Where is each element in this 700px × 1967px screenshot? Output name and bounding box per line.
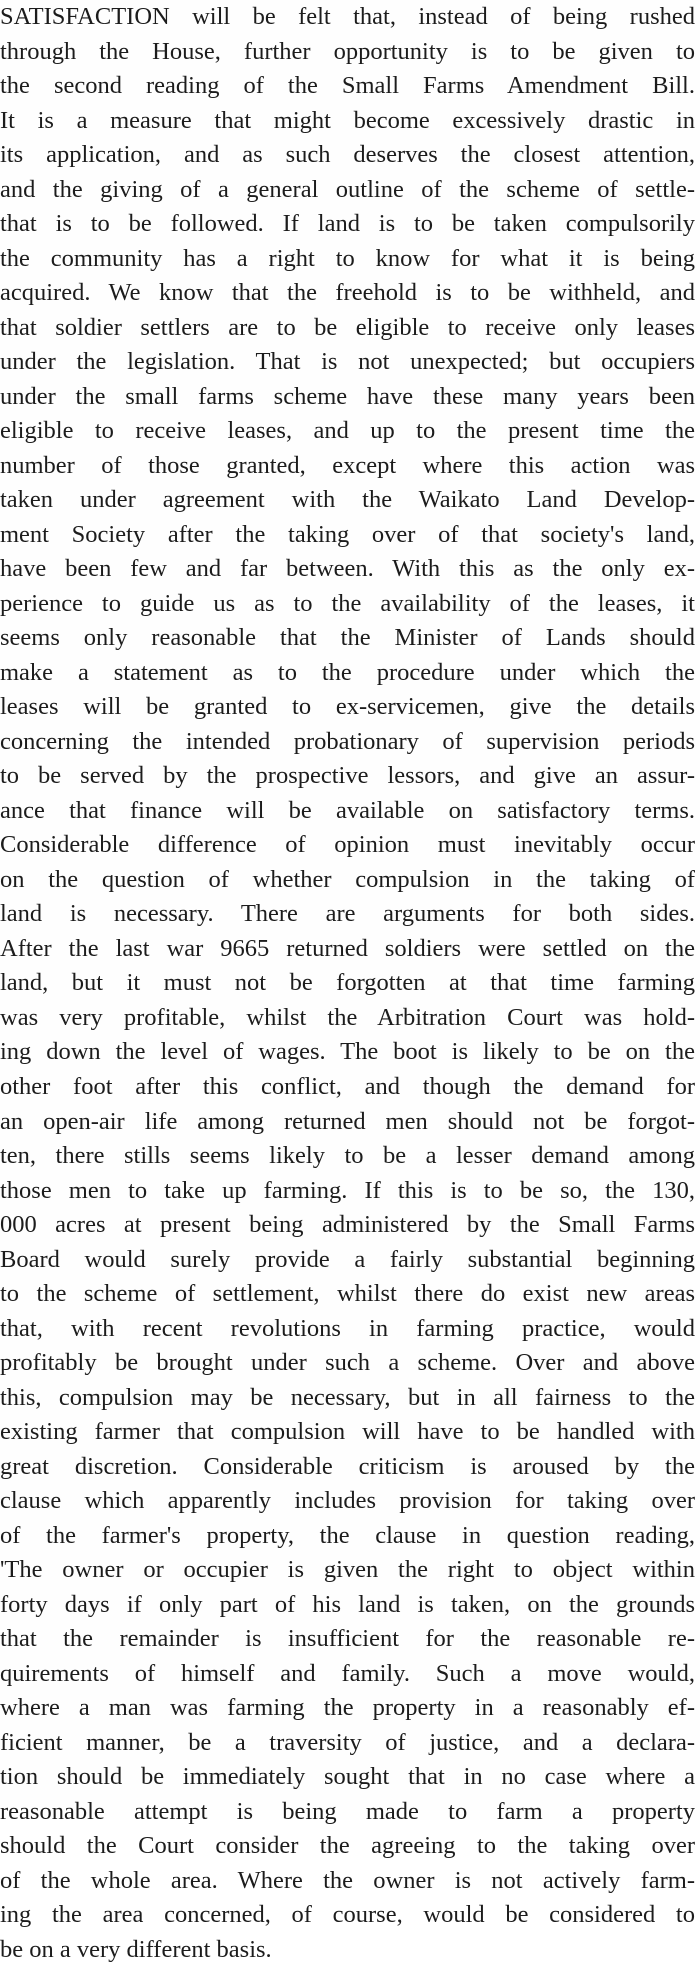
article-line: that is to be followed. If land is to be taken compulsorily (0, 210, 695, 238)
article-line: those men to take up farming. If this is to be so, the 130, (0, 1176, 695, 1204)
article-line: ing the area concerned, of course, would be considered to (0, 1901, 695, 1929)
article-line: have been few and far between. With this as the only ex- (0, 555, 695, 583)
article-line: concerning the intended probationary of supervision periods (0, 727, 695, 755)
article-line: reasonable attempt is being made to farm a property (0, 1797, 695, 1825)
article-line: Board would surely provide a fairly substantial beginning (0, 1245, 695, 1273)
article-line: where a man was farming the property in a reasonably ef- (0, 1694, 695, 1722)
article-line: under the small farms scheme have these many years been (0, 382, 695, 410)
article-line: existing farmer that compulsion will have to be handled with (0, 1418, 695, 1446)
article-line: great discretion. Considerable criticism is aroused by the (0, 1452, 695, 1480)
article-line: that, with recent revolutions in farming practice, would (0, 1314, 695, 1342)
article-line: the community has a right to know for what it is being (0, 244, 695, 272)
article-line: an open-air life among returned men should not be forgot- (0, 1107, 695, 1135)
article-line: and the giving of a general outline of the scheme of settle- (0, 175, 695, 203)
article-line: of the farmer's property, the clause in question reading, (0, 1521, 695, 1549)
article-line: Considerable difference of opinion must inevitably occur (0, 831, 695, 859)
article-line: ing down the level of wages. The boot is likely to be on the (0, 1038, 695, 1066)
article-line: profitably be brought under such a scheme. Over and above (0, 1349, 695, 1377)
article-line: clause which apparently includes provision for taking over (0, 1487, 695, 1515)
article-line: ficient manner, be a traversity of justice, and a declara- (0, 1728, 695, 1756)
article-line: of the whole area. Where the owner is not actively farm- (0, 1866, 695, 1894)
article-line: other foot after this conflict, and though the demand for (0, 1072, 695, 1100)
article-line: forty days if only part of his land is taken, on the grounds (0, 1590, 695, 1618)
article-line: to the scheme of settlement, whilst there do exist new areas (0, 1280, 695, 1308)
article-line: ment Society after the taking over of that society's land, (0, 520, 695, 548)
article-line: that the remainder is insufficient for the reasonable re- (0, 1625, 695, 1653)
article-line: perience to guide us as to the availability of the leases, it (0, 589, 695, 617)
article-line: land, but it must not be forgotten at that time farming (0, 969, 695, 997)
article-line: ance that finance will be available on satisfactory terms. (0, 796, 695, 824)
article-line: make a statement as to the procedure under which the (0, 658, 695, 686)
article-line: After the last war 9665 returned soldiers were settled on the (0, 934, 695, 962)
article-line: 'The owner or occupier is given the right to object within (0, 1556, 695, 1584)
article-line: leases will be granted to ex-servicemen, give the details (0, 693, 695, 721)
article-line: number of those granted, except where this action was (0, 451, 695, 479)
article-line: seems only reasonable that the Minister of Lands should (0, 624, 695, 652)
article-line: that soldier settlers are to be eligible to receive only leases (0, 313, 695, 341)
article-line: to be served by the prospective lessors, and give an assur- (0, 762, 695, 790)
article-line: tion should be immediately sought that in no case where a (0, 1763, 695, 1791)
article-line: quirements of himself and family. Such a move would, (0, 1659, 695, 1687)
article-line: its application, and as such deserves the closest attention, (0, 141, 695, 169)
article-line: on the question of whether compulsion in the taking of (0, 865, 695, 893)
article-line: taken under agreement with the Waikato Land Develop- (0, 486, 695, 514)
article-line: acquired. We know that the freehold is to be withheld, and (0, 279, 695, 307)
article-line: eligible to receive leases, and up to the present time the (0, 417, 695, 445)
article-line: this, compulsion may be necessary, but in all fairness to the (0, 1383, 695, 1411)
article-line: 000 acres at present being administered by the Small Farms (0, 1211, 695, 1239)
article-line: It is a measure that might become excessively drastic in (0, 106, 695, 134)
article-line: through the House, further opportunity is to be given to (0, 37, 695, 65)
article-line: the second reading of the Small Farms Amendment Bill. (0, 72, 695, 100)
article-line: under the legislation. That is not unexpected; but occupiers (0, 348, 695, 376)
article-line: ten, there stills seems likely to be a lesser demand among (0, 1142, 695, 1170)
article-line: SATISFACTION will be felt that, instead of being rushed (0, 3, 695, 30)
article-line: be on a very different basis. (0, 1935, 272, 1963)
article-line: should the Court consider the agreeing to the taking over (0, 1832, 695, 1860)
article-line: was very profitable, whilst the Arbitration Court was hold- (0, 1003, 695, 1031)
article-line: land is necessary. There are arguments for both sides. (0, 900, 695, 928)
